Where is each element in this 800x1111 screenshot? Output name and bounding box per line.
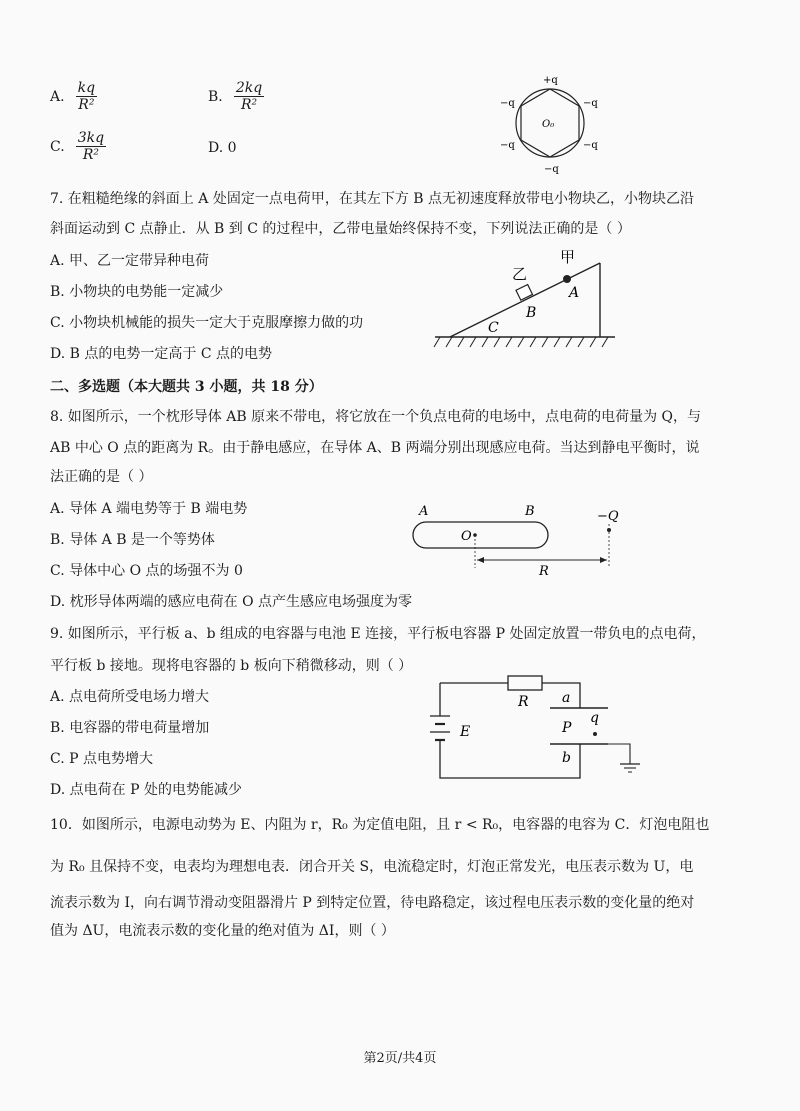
q8-option-c: C. 导体中心 O 点的场强不为 0 xyxy=(50,563,243,579)
q8-stem-line2: AB 中心 O 点的距离为 R。由于静电感应，在导体 A、B 两端分别出现感应电荷。当达到静电平衡时，说 xyxy=(50,440,700,456)
charge-jia xyxy=(563,275,571,283)
svg-text:O: O xyxy=(461,529,472,544)
q8-option-b: B. 导体 A B 是一个等势体 xyxy=(50,532,215,548)
q6-option-a: A. $\frac{kq}{\text{R²}}$ xyxy=(50,80,96,113)
hex-label-left-lower: −q xyxy=(500,140,515,151)
svg-text:B: B xyxy=(525,504,535,519)
section-title-multiple-choice: 二、多选题（本大题共 3 小题，共 18 分） xyxy=(50,379,323,395)
hex-label-center: O₀ xyxy=(542,119,555,130)
q10-line4: 值为 ΔU，电流表示数的变化量的绝对值为 ΔI，则（ ） xyxy=(50,923,395,939)
q8-option-a: A. 导体 A 端电势等于 B 端电势 xyxy=(50,501,248,517)
svg-text:A: A xyxy=(569,285,580,301)
hex-label-right-lower: −q xyxy=(583,140,598,151)
q9-option-c: C. P 点电势增大 xyxy=(50,751,153,767)
hex-label-right-upper: −q xyxy=(583,98,598,109)
svg-text:P: P xyxy=(562,720,572,736)
svg-text:E: E xyxy=(460,724,471,740)
pillow-conductor-figure xyxy=(405,500,635,580)
q8-stem-line1: 8. 如图所示，一个枕形导体 AB 原来不带电，将它放在一个负点电荷的电场中，点电荷的电荷量为 Q，与 xyxy=(50,409,702,425)
incline-figure xyxy=(430,245,620,355)
svg-text:a: a xyxy=(562,690,571,706)
svg-text:甲: 甲 xyxy=(560,248,576,266)
q6-option-b: B. $\frac{2kq}{\text{R²}}$ xyxy=(208,80,263,113)
svg-text:A: A xyxy=(419,504,429,519)
resistor-r xyxy=(508,676,542,690)
hex-label-bottom: −q xyxy=(544,164,559,175)
page-number-footer: 第2页/共4页 xyxy=(363,1051,437,1066)
q7-option-c: C. 小物块机械能的损失一定大于克服摩擦力做的功 xyxy=(50,315,364,331)
svg-text:C: C xyxy=(488,320,499,336)
q7-stem-line1: 7. 在粗糙绝缘的斜面上 A 处固定一点电荷甲，在其左下方 B 点无初速度释放带电小物块乙，小物块乙沿 xyxy=(50,191,695,207)
hexagon-charge-figure xyxy=(490,70,610,180)
svg-text:−Q: −Q xyxy=(597,509,619,524)
q9-option-b: B. 电容器的带电荷量增加 xyxy=(50,720,210,736)
capacitor-circuit-figure xyxy=(430,668,650,788)
q6-option-c: C. $\frac{3kq}{\text{R²}}$ xyxy=(50,130,105,163)
q8-option-d: D. 枕形导体两端的感应电荷在 O 点产生感应电场强度为零 xyxy=(50,594,413,610)
q10-line3: 流表示数为 I，向右调节滑动变阻器滑片 P 到特定位置，待电路稳定，该过程电压表示数的变化量的绝对 xyxy=(50,895,695,911)
svg-text:B: B xyxy=(526,305,537,321)
q7-option-b: B. 小物块的电势能一定减少 xyxy=(50,284,224,300)
q10-line2: 为 R₀ 且保持不变，电表均为理想电表．闭合开关 S，电流稳定时，灯泡正常发光，电压表示数为 U，电 xyxy=(50,859,694,875)
svg-text:q: q xyxy=(590,710,599,726)
svg-text:b: b xyxy=(562,750,571,766)
svg-text:R: R xyxy=(539,564,549,579)
q7-option-a: A. 甲、乙一定带异种电荷 xyxy=(50,253,210,269)
svg-text:乙: 乙 xyxy=(512,265,528,283)
q9-stem-line1: 9. 如图所示，平行板 a、b 组成的电容器与电池 E 连接，平行板电容器 P 处固定放置一带负电的点电荷， xyxy=(50,626,706,642)
q7-option-d: D. B 点的电势一定高于 C 点的电势 xyxy=(50,346,272,362)
q10-line1: 10．如图所示，电源电动势为 E、内阻为 r，R₀ 为定值电阻，且 r < R₀，电容器的电容为 C．灯泡电阻也 xyxy=(50,817,710,833)
q8-stem-line3: 法正确的是（ ） xyxy=(50,469,153,485)
hex-label-top: +q xyxy=(543,75,558,86)
hex-label-left-upper: −q xyxy=(500,98,515,109)
q7-stem-line2: 斜面运动到 C 点静止．从 B 到 C 的过程中，乙带电量始终保持不变，下列说法正确的是（ ） xyxy=(50,221,631,237)
q9-option-a: A. 点电荷所受电场力增大 xyxy=(50,689,210,705)
q9-option-d: D. 点电荷在 P 处的电势能减少 xyxy=(50,782,242,798)
svg-text:R: R xyxy=(518,694,529,710)
q6-option-d: D. 0 xyxy=(208,140,237,156)
q9-stem-line2: 平行板 b 接地。现将电容器的 b 板向下稍微移动，则（ ） xyxy=(50,658,413,674)
